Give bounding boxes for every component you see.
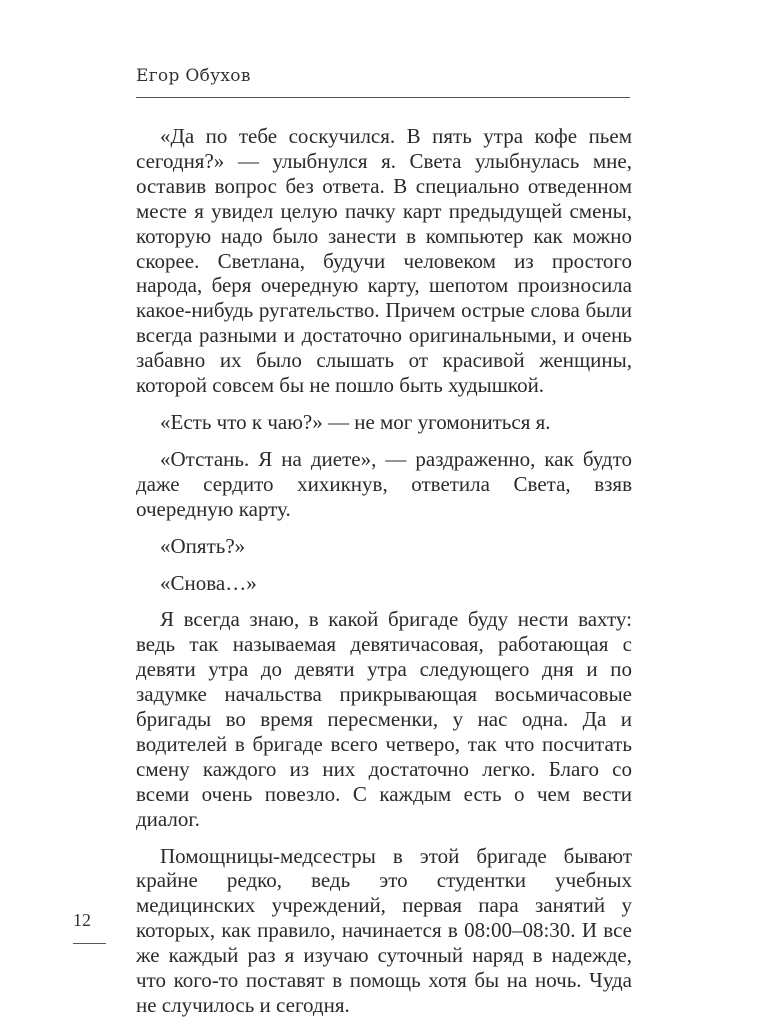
running-head-author: Егор Обухов (136, 66, 251, 86)
paragraph: Помощницы-медсестры в этой бригаде бывают крайне редко, ведь это студентки учебных медицинских учреждений, первая пара занятий у которых, как правило, начинается в 08:00–08:30. И все же каждый раз я изучаю суточный наряд в надежде, что кого-то поставят в помощь хотя бы на ночь. Чуда не случилось и сегодня. (136, 843, 632, 1017)
paragraph: «Отстань. Я на диете», — раздраженно, как будто даже сердито хихикнув, ответила Света, взяв очередную карту. (136, 446, 632, 521)
paragraph: «Опять?» (160, 533, 246, 558)
folio-rule (73, 943, 106, 944)
paragraph: Я всегда знаю, в какой бригаде буду нести вахту: ведь так называемая девятичасовая, работающая с девяти утра до девяти утра следующего дня и по задумке начальства прикрывающая восьмичасовые бригады во время пересменки, у нас одна. Да и водителей в бригаде всего четверо, так что посчитать смену каждого из них достаточно легко. Благо со всеми очень повезло. С каждым есть о чем вести диалог. (136, 607, 632, 831)
header-rule (136, 97, 630, 98)
page-number: 12 (73, 910, 91, 930)
body-text (136, 124, 632, 1030)
paragraph: «Есть что к чаю?» — не мог угомониться я. (160, 409, 551, 434)
paragraph: «Да по тебе соскучился. В пять утра кофе пьем сегодня?» — улыбнулся я. Света улыбнулась мне, оставив вопрос без ответа. В специально отведенном месте я увидел целую пачку карт предыдущей смены, которую надо было занести в компьютер как можно скорее. Светлана, будучи человеком из простого народа, беря очередную карту, шепотом произносила какое-нибудь ругательство. Причем острые слова были всегда разными и достаточно оригинальными, и очень забавно их было слышать от красивой женщины, которой совсем бы не пошло быть худышкой. (136, 124, 632, 398)
paragraph: «Снова…» (160, 570, 257, 595)
